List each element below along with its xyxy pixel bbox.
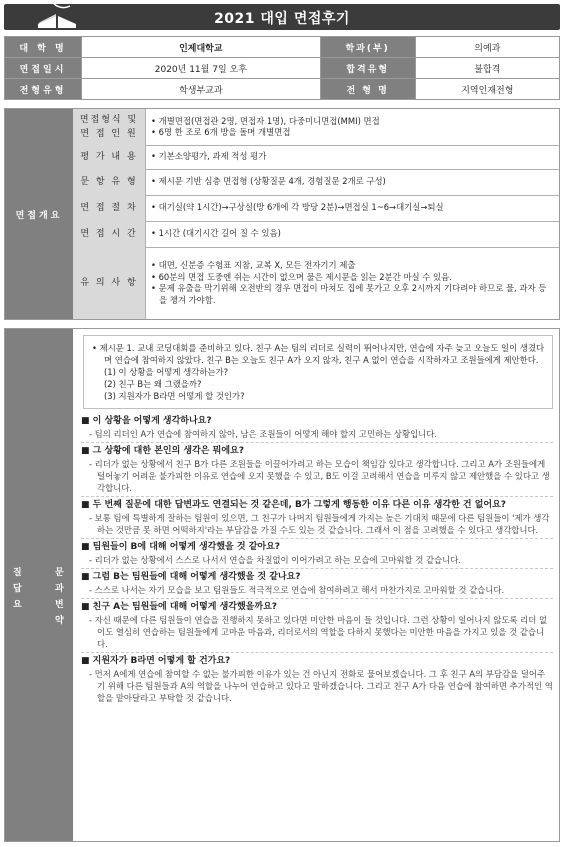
- header-bar: [4, 4, 560, 30]
- answer-text: - 팀의 리더인 A가 연습에 참여하지 않아, 남은 조원들이 어떻게 해야 할지 고민하는 상황입니다.: [81, 428, 553, 443]
- answer-text: - 먼저 A에게 연습에 참여할 수 없는 불가피한 이유가 있는 건 아닌지 전화로 물어보겠습니다. 그 후 친구 A의 부담감을 덜어주기 위해 다른 팀원들과 A의 역할을 나누어 연습하고 있다고 말하겠습니다. 그리고 친구 A가 다음 연습에 참여하면 추가적인 역할을 맡아달라고 부탁할 것 같습니다.: [89, 669, 553, 703]
- overview-row-label: 평 가 내 용: [73, 145, 146, 169]
- prompt-subquestion: (1) 이 상황을 어떻게 생각하는가?: [104, 367, 229, 377]
- qa-item: [81, 499, 553, 539]
- qa-item: [81, 541, 553, 569]
- overview-side-label: 면접개요: [5, 109, 73, 319]
- question-heading: ■ 두 번째 질문에 대한 답변과도 연결되는 것 같은데, B가 그렇게 행동한 이유 다른 이유 생각한 건 없어요?: [81, 500, 507, 510]
- qa-side-char: 질: [13, 568, 22, 578]
- university-label: 대 학 명: [5, 37, 82, 58]
- overview-row-line: • 기본소양평가, 과제 적성 평가: [151, 151, 267, 162]
- date-value: 2020년 11월 7일 오후: [82, 58, 321, 79]
- overview-row-notes: [73, 247, 559, 319]
- track-value: 지역인재전형: [415, 79, 559, 100]
- question-heading: ■ 그럼 B는 팀원들에 대해 어떻게 생각했을 것 같나요?: [81, 572, 301, 582]
- question-heading: ■ 팀원들이 B에 대해 어떻게 생각했을 것 같아요?: [81, 542, 281, 552]
- overview-row-label: 문 항 유 형: [73, 169, 146, 195]
- overview-row-line: • 6명 한 조로 6개 방을 돌며 개별면접: [151, 127, 291, 137]
- qa-section: [4, 328, 560, 842]
- prompt-subquestion: (2) 친구 B는 왜 그랬을까?: [104, 379, 202, 389]
- overview-row-duration: [73, 221, 559, 248]
- qa-side-char: 과: [55, 584, 64, 594]
- overview-row-line: • 60분의 면접 도중엔 쉬는 시간이 없으며 물은 제시문을 읽는 2분간 마실 수 있음.: [151, 271, 452, 282]
- prompt-box: [83, 335, 553, 409]
- overview-row-line: • 1시간 (대기시간 길어 질 수 있음): [151, 228, 281, 239]
- result-label: 합격유형: [320, 58, 415, 79]
- answer-text: - 보통 팀에 특별하게 잘하는 팀원이 있으면, 그 친구가 나머지 팀원들에게 가지는 높은 기대치 때문에 다른 팀원들이 '제가 생각하는 것만큼 못 하면 어떡하지'라는 부담감을 가질 수도 있는 것 같습니다. 그래서 이 점을 고려했을 수 있다고 생각합니다.: [81, 512, 553, 539]
- qa-item: [81, 445, 553, 497]
- overview-row-label: 면 접 절 차: [73, 195, 146, 221]
- type-value: 학생부교과: [82, 79, 321, 100]
- qa-item: [81, 571, 553, 599]
- answer-text: - 스스로 나서는 자기 모습을 보고 팀원들도 적극적으로 연습에 참여하려고 해서 마찬가지로 고마워할 것 같습니다.: [81, 584, 553, 599]
- question-heading: ■ 이 상황을 어떻게 생각하나요?: [81, 416, 212, 426]
- overview-row-evaluation: [73, 145, 559, 170]
- interview-overview: [4, 108, 560, 320]
- overview-row-label: 면 접 시 간: [73, 221, 146, 247]
- prompt-subquestion: (3) 지원자가 B라면 어떻게 할 것인가?: [104, 391, 245, 401]
- question-heading: ■ 지원자가 B라면 어떻게 할 건가요?: [81, 656, 231, 666]
- type-label: 전형유형: [5, 79, 82, 100]
- result-value: 불합격: [415, 58, 559, 79]
- overview-row-procedure: [73, 195, 559, 222]
- overview-row-label: 유 의 사 항: [73, 247, 146, 319]
- qa-item: [81, 415, 553, 443]
- qa-side-char: 요: [13, 600, 22, 610]
- overview-row-line: • 개별면접(면접관 2명, 면접자 1명), 다중미니면접(MMI) 면접: [151, 115, 380, 126]
- overview-row-format: [73, 109, 559, 146]
- overview-row-line: • 문제 유출을 막기위해 오전반의 경우 면접이 마쳐도 집에 못가고 오후 2시까지 기다려야 하므로 물, 과자 등을 챙겨 가야함.: [151, 283, 547, 305]
- date-label: 면접일시: [5, 58, 82, 79]
- department-value: 의예과: [415, 37, 559, 58]
- qa-side-label: [5, 329, 73, 841]
- page-title: 2021 대입 면접후기: [214, 11, 350, 27]
- overview-row-question-type: [73, 169, 559, 196]
- answer-text: - 리더가 없는 상황에서 친구 B가 다른 조원들을 이끌어가려고 하는 모습이 책임감 있다고 생각합니다. 그리고 A가 조원들에게 털어놓기 어려운 불가피한 이유로 연습에 오지 못했을 수 있고, B도 이걸 고려해서 연습을 미루지 않고 제안했을 수 있다고 생각합니다.: [81, 458, 553, 497]
- overview-row-line: • 제시문 기반 심층 면접형 (상황질문 4개, 경험질문 2개로 구성): [151, 176, 386, 187]
- qa-side-char: 답: [13, 584, 22, 594]
- info-table: [4, 36, 560, 100]
- question-heading: ■ 그 상황에 대한 본인의 생각은 뭐에요?: [81, 446, 244, 456]
- qa-side-char: 문: [55, 568, 64, 578]
- qa-side-char: 약: [55, 616, 64, 626]
- qa-content: [81, 329, 553, 841]
- overview-row-line: • 대기실(약 1시간)→구상실(방 6개에 각 방당 2분)→면접실 1~6→대기실→퇴실: [151, 202, 444, 213]
- qa-item: [81, 655, 553, 706]
- university-value: 인제대학교: [82, 37, 321, 58]
- department-label: 학과(부): [320, 37, 415, 58]
- answer-text: - 자신 때문에 다른 팀원들이 연습을 진행하지 못하고 있다면 미안한 마음이 들 것입니다. 그런 상황이 일어나지 않도록 리더 없이도 열심히 연습하는 팀원들에게 고마운 마음과, 리더로서의 역할을 다하지 못했다는 미안한 마음을 가지고 있을 것 같습니다.: [81, 614, 553, 653]
- track-label: 전 형 명: [320, 79, 415, 100]
- qa-side-char: 변: [55, 600, 64, 610]
- qa-item: [81, 601, 553, 653]
- answer-text: - 리더가 없는 상황에서 스스로 나서서 연습을 차질없이 이어가려고 하는 모습에 고마워할 것 같습니다.: [81, 554, 553, 569]
- overview-row-label: 면접형식 및 면 접 인 원: [73, 109, 146, 145]
- overview-row-line: • 대면, 신분증 수험표 지참, 교복 X, 모든 전자기기 제출: [151, 260, 356, 270]
- question-heading: ■ 친구 A는 팀원들에 대해 어떻게 생각했을까요?: [81, 602, 277, 612]
- prompt-text: • 제시문 1. 교내 코딩대회를 준비하고 있다. 친구 A는 팀의 리더로 실력이 뛰어나지만, 연습에 자주 늦고 오늘도 일이 생겼다며 연습에 참여하지 않았다. 친구 B는 오늘도 친구 A가 오지 않자, 친구 A 없이 연습을 시작하자고 조원들에게 제안한다.: [92, 343, 545, 365]
